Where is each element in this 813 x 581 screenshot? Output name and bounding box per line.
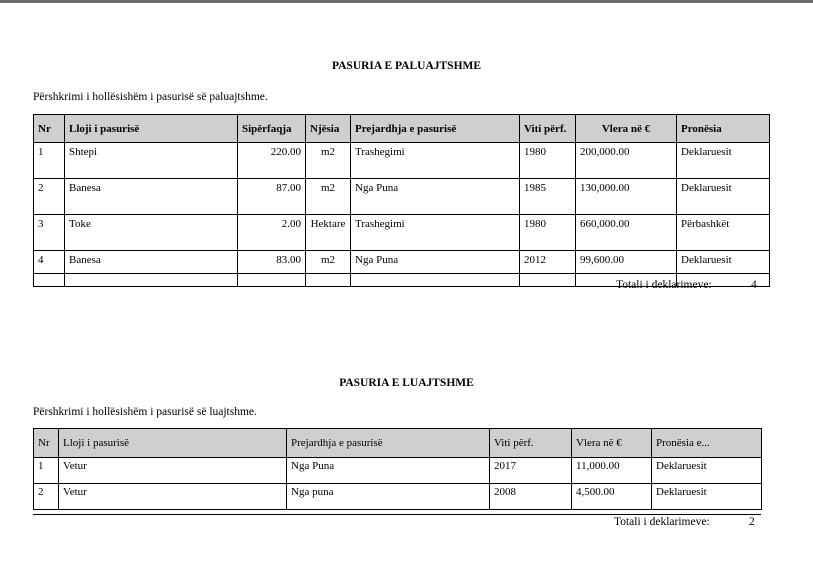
table-row bbox=[34, 484, 762, 510]
cell-nr: 1 bbox=[34, 458, 59, 484]
column-header-origin: Prejardhja e pasurisë bbox=[351, 115, 520, 143]
column-header-origin: Prejardhja e pasurisë bbox=[287, 429, 490, 458]
cell-year: 1985 bbox=[520, 179, 576, 215]
cell-origin: Nga Puna bbox=[351, 251, 520, 287]
cell-ownership: Përbashkët bbox=[677, 215, 770, 251]
cell-area: 83.00 bbox=[238, 251, 306, 287]
totals-line-immovable bbox=[616, 279, 757, 291]
section-description-movable: Përshkrimi i hollësishëm i pasurisë së luajtshme. bbox=[33, 406, 257, 418]
immovable-property-table bbox=[33, 114, 770, 287]
cell-origin: Trashegimi bbox=[351, 215, 520, 251]
cell-origin: Trashegimi bbox=[351, 143, 520, 179]
table-row bbox=[34, 458, 762, 484]
cell-year: 1980 bbox=[520, 215, 576, 251]
cell-ownership: Deklaruesit bbox=[677, 179, 770, 215]
cell-value: 11,000.00 bbox=[572, 458, 652, 484]
cell-origin: Nga puna bbox=[287, 484, 490, 510]
table-row bbox=[34, 143, 770, 179]
cell-unit: m2 bbox=[306, 179, 351, 215]
cell-ownership: Deklaruesit bbox=[652, 484, 762, 510]
cell-type: Vetur bbox=[59, 484, 287, 510]
cell-year: 2008 bbox=[490, 484, 572, 510]
table-header-row bbox=[34, 429, 762, 458]
cell-type: Toke bbox=[65, 215, 238, 251]
cell-nr: 4 bbox=[34, 251, 65, 287]
totals-value: 4 bbox=[751, 279, 757, 291]
cell-ownership: Deklaruesit bbox=[677, 251, 770, 287]
cell-area: 87.00 bbox=[238, 179, 306, 215]
cell-value: 130,000.00 bbox=[576, 179, 677, 215]
cell-unit: Hektare bbox=[306, 215, 351, 251]
table-row bbox=[34, 215, 770, 251]
cell-year: 2012 bbox=[520, 251, 576, 287]
cell-type: Shtepi bbox=[65, 143, 238, 179]
column-header-ownership: Pronësia e... bbox=[652, 429, 762, 458]
column-header-nr: Nr bbox=[34, 429, 59, 458]
column-header-area: Sipërfaqja bbox=[238, 115, 306, 143]
column-header-value: Vlera në € bbox=[572, 429, 652, 458]
viewer-top-border bbox=[0, 0, 813, 3]
table-end-rule bbox=[33, 273, 769, 274]
cell-ownership: Deklaruesit bbox=[677, 143, 770, 179]
column-header-value: Vlera në € bbox=[576, 115, 677, 143]
cell-origin: Nga Puna bbox=[287, 458, 490, 484]
cell-nr: 2 bbox=[34, 484, 59, 510]
cell-area: 220.00 bbox=[238, 143, 306, 179]
cell-value: 660,000.00 bbox=[576, 215, 677, 251]
table-row bbox=[34, 179, 770, 215]
cell-unit: m2 bbox=[306, 251, 351, 287]
column-header-type: Lloji i pasurisë bbox=[65, 115, 238, 143]
cell-year: 1980 bbox=[520, 143, 576, 179]
cell-origin: Nga Puna bbox=[351, 179, 520, 215]
cell-nr: 1 bbox=[34, 143, 65, 179]
totals-label: Totali i deklarimeve: bbox=[616, 279, 712, 291]
column-header-year: Viti përf. bbox=[490, 429, 572, 458]
totals-line-movable bbox=[614, 516, 755, 528]
column-header-type: Lloji i pasurisë bbox=[59, 429, 287, 458]
column-header-year: Viti përf. bbox=[520, 115, 576, 143]
cell-year: 2017 bbox=[490, 458, 572, 484]
cell-type: Banesa bbox=[65, 251, 238, 287]
totals-label: Totali i deklarimeve: bbox=[614, 516, 710, 528]
cell-type: Banesa bbox=[65, 179, 238, 215]
cell-value: 4,500.00 bbox=[572, 484, 652, 510]
table-end-rule bbox=[33, 514, 761, 515]
table-header-row bbox=[34, 115, 770, 143]
section-title-immovable: PASURIA E PALUAJTSHME bbox=[331, 60, 482, 72]
cell-ownership: Deklaruesit bbox=[652, 458, 762, 484]
cell-area: 2.00 bbox=[238, 215, 306, 251]
cell-value: 99,600.00 bbox=[576, 251, 677, 287]
cell-nr: 3 bbox=[34, 215, 65, 251]
cell-nr: 2 bbox=[34, 179, 65, 215]
column-header-ownership: Pronësia bbox=[677, 115, 770, 143]
cell-value: 200,000.00 bbox=[576, 143, 677, 179]
cell-unit: m2 bbox=[306, 143, 351, 179]
column-header-nr: Nr bbox=[34, 115, 65, 143]
section-description-immovable: Përshkrimi i hollësishëm i pasurisë së paluajtshme. bbox=[33, 91, 268, 103]
cell-type: Vetur bbox=[59, 458, 287, 484]
movable-property-table bbox=[33, 428, 762, 510]
column-header-unit: Njësia bbox=[306, 115, 351, 143]
section-title-movable: PASURIA E LUAJTSHME bbox=[339, 377, 474, 389]
totals-value: 2 bbox=[749, 516, 755, 528]
